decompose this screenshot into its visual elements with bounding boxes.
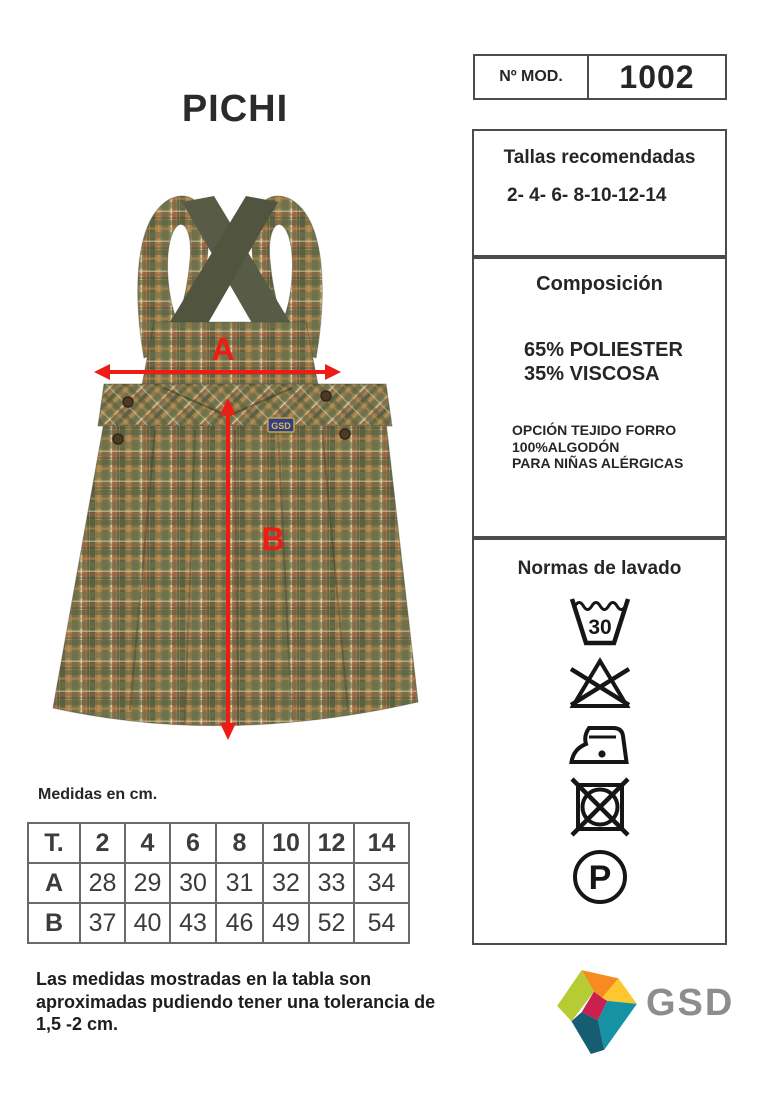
tolerance-note-line: aproximadas pudiendo tener una tolerancia de xyxy=(36,991,436,1012)
measurement-cell: 54 xyxy=(354,903,409,943)
measurements-caption: Medidas en cm. xyxy=(38,786,158,803)
measurement-cell: 30 xyxy=(170,863,216,903)
row-label: A xyxy=(28,863,80,903)
composition-title: Composición xyxy=(536,273,663,295)
size-header-cell: 2 xyxy=(80,823,125,863)
measure-a-label: A xyxy=(211,331,235,367)
brand-name: GSD xyxy=(646,982,735,1024)
tolerance-note xyxy=(36,968,435,1036)
table-header-row xyxy=(28,823,409,863)
measure-b-label: B xyxy=(261,521,285,557)
do-not-bleach-icon xyxy=(567,653,633,711)
measurement-cell: 49 xyxy=(263,903,309,943)
measurement-cell: 33 xyxy=(309,863,354,903)
size-header-cell: 8 xyxy=(216,823,263,863)
size-header-cell: 14 xyxy=(354,823,409,863)
measurement-cell: 52 xyxy=(309,903,354,943)
size-header-cell: 6 xyxy=(170,823,216,863)
care-instructions-box xyxy=(472,538,727,945)
measurement-cell: 37 xyxy=(80,903,125,943)
do-not-tumble-dry-icon xyxy=(568,775,632,839)
measurement-cell: 43 xyxy=(170,903,216,943)
measurement-cell: 29 xyxy=(125,863,170,903)
recommended-sizes-box xyxy=(472,129,727,257)
measurement-cell: 40 xyxy=(125,903,170,943)
table-row xyxy=(28,863,409,903)
pinafore-skirt xyxy=(53,422,418,726)
garment-photo xyxy=(30,190,450,770)
recommended-sizes-list: 2- 4- 6- 8-10-12-14 xyxy=(507,185,667,206)
model-number-value: 1002 xyxy=(619,58,695,95)
iron-low-heat-icon xyxy=(568,718,632,768)
page-title: PICHI xyxy=(181,88,289,130)
tolerance-note-line: 1,5 -2 cm. xyxy=(36,1014,119,1034)
wash-temperature: 30 xyxy=(587,616,612,639)
recommended-sizes-title: Tallas recomendadas xyxy=(503,147,696,168)
dry-clean-p-icon xyxy=(569,846,631,908)
size-header-cell: T. xyxy=(28,823,80,863)
composition-lining-note xyxy=(474,422,725,472)
measurement-cell: 34 xyxy=(354,863,409,903)
composition-line: 35% VISCOSA xyxy=(524,363,660,385)
size-header-cell: 10 xyxy=(263,823,309,863)
measurement-cell: 32 xyxy=(263,863,309,903)
measurement-cell: 31 xyxy=(216,863,263,903)
size-header-cell: 12 xyxy=(309,823,354,863)
lining-note-line: OPCIÓN TEJIDO FORRO xyxy=(512,422,677,438)
measurement-cell: 46 xyxy=(216,903,263,943)
brand-gem-icon xyxy=(550,963,642,1055)
care-symbols xyxy=(474,594,725,908)
composition-line: 65% POLIESTER xyxy=(524,339,683,361)
measurement-cell: 28 xyxy=(80,863,125,903)
size-table xyxy=(27,822,410,944)
row-label: B xyxy=(28,903,80,943)
garment-tag-text: GSD xyxy=(271,421,291,431)
lining-note-line: 100%ALGODÓN xyxy=(512,438,620,455)
model-number-box xyxy=(473,54,727,100)
dry-clean-letter: P xyxy=(588,859,611,897)
composition-box xyxy=(472,257,727,538)
tolerance-note-line: Las medidas mostradas en la tabla son xyxy=(36,969,372,989)
wash-30-icon xyxy=(567,594,633,646)
size-header-cell: 4 xyxy=(125,823,170,863)
table-row xyxy=(28,903,409,943)
lining-note-line: PARA NIÑAS ALÉRGICAS xyxy=(512,455,684,471)
garment-brand-tag xyxy=(268,418,294,432)
pinafore-waistband xyxy=(98,384,392,426)
model-number-label: Nº MOD. xyxy=(475,56,589,98)
composition-main xyxy=(474,338,725,386)
care-instructions-title: Normas de lavado xyxy=(517,558,682,579)
